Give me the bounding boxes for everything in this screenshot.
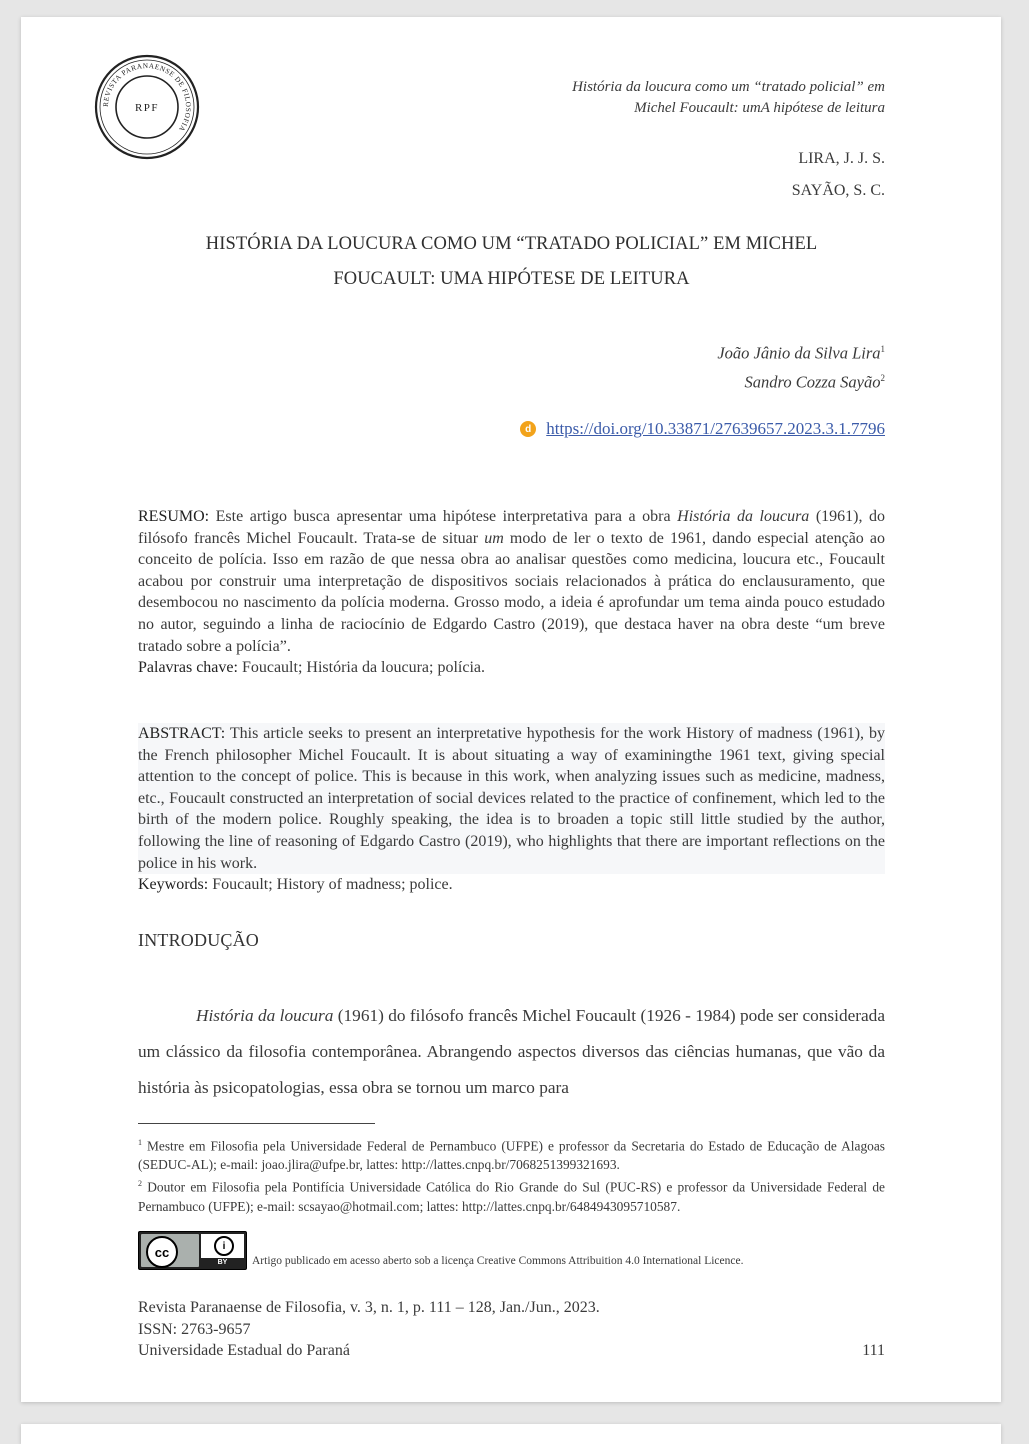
authors-short [792,143,885,207]
page-number: 111 [862,1342,885,1360]
footnote-number: 1 [138,1138,142,1147]
cc-badge-right [201,1234,244,1258]
cc-icon: cc [146,1236,178,1268]
title-line-1: HISTÓRIA DA LOUCURA COMO UM “TRATADO POLICIAL” EM MICHEL [205,234,818,254]
footnote-divider [138,1123,375,1124]
doi-icon: d [520,421,536,437]
abstract-keywords [138,874,885,896]
keywords-text: Foucault; History of madness; police. [208,876,453,894]
footnote-ref[interactable]: 1 [880,344,885,354]
footnotes [138,1133,885,1216]
section-title: INTRODUÇÃO [138,930,259,950]
footnote-text: Doutor em Filosofia pela Pontifícia Universidade Católica do Rio Grande do Sul (PUC-RS) e professor da Universidade Federal de Pernambuco (UFPE); e-mail: scsayao@hotmail.com; lattes: http://lattes.cnpq.br/6484943095710587. [138,1179,885,1214]
next-page-edge [21,1424,1001,1444]
footnote-ref[interactable]: 2 [880,372,885,383]
page-footer [138,1297,885,1362]
keywords-label: Palavras chave: [138,659,238,677]
author-2 [717,366,885,395]
footer-university: Universidade Estadual do Paraná [138,1342,350,1360]
footnote-1 [138,1133,885,1174]
body-italic: História da loucura [196,1006,334,1025]
by-label: BY [217,1259,228,1266]
resumo-keywords [138,657,885,679]
resumo-text: modo de ler o texto de 1961, dando especial atenção ao conceito de polícia. Isso em razão de que nessa obra ao analisar questões como medicina, loucura etc., Foucault acabou por construir uma interpretação de dispositivos sociais relacionados à prática do enclausuramento, que desembocou no nascimento da polícia moderna. Grosso modo, a ideia é aprofundar um tema ainda pouco estudado no autor, seguindo a linha de raciocínio de Edgardo Castro (2019), que destaca haver na obra deste “um breve tratado sobre a polícia”. [138,529,885,655]
footnote-2 [138,1174,885,1215]
article-title [138,227,885,297]
resumo-text: Este artigo busca apresentar uma hipótese interpretativa para a obra [209,508,678,525]
title-line-2: FOUCAULT: UMA HIPÓTESE DE LEITURA [333,269,690,289]
resumo-italic: um [484,529,504,547]
body-paragraph [138,998,885,1106]
seal-ring-text: REVISTA PARANAENSE DE FILOSOFIA [101,61,193,134]
resumo-italic: História da loucura [677,508,810,525]
body-text [138,998,885,1106]
doi-row [520,419,885,439]
abstract-block [138,723,885,896]
resumo-block [138,506,885,679]
seal-initials: RPF [134,102,160,114]
doi-link[interactable]: https://doi.org/10.33871/27639657.2023.3.1.7796 [546,419,885,438]
author-name: Sandro Cozza Sayão [744,372,881,391]
author-1 [717,337,885,366]
byline [717,337,885,394]
resumo-paragraph [138,506,885,657]
abstract-label: ABSTRACT: [138,725,226,742]
author-name: João Jânio da Silva Lira [717,343,881,363]
body-text-run: (1961) do filósofo francês Michel Foucault (1926 - 1984) pode ser considerada um clássico da filosofia contemporânea. Abrangendo aspectos diversos das ciências humanas, que vão da história às psicopatologias, essa obra se tornou um marco para [138,1006,885,1097]
abstract-text: This article seeks to present an interpretative hypothesis for the work History of madness (1961), by the French philosopher Michel Foucault. It is about situating a way of examiningthe 1961 text, giving special attention to the concept of police. This is because in this work, when analyzing issues such as medicine, madness, etc., Foucault constructed an interpretation of social devices related to the practice of confinement, which led to the birth of the modern police. Roughly speaking, the idea is to broaden a topic still little studied by the author, following the line of reasoning of Edgardo Castro (2019), who highlights that there are important reflections on the police in his work. [138,725,885,872]
resumo-label: RESUMO: [138,508,210,525]
cc-badge-left [141,1234,199,1267]
cc-by-badge[interactable] [138,1231,247,1270]
keywords-label: Keywords: [138,876,209,894]
footnote-number: 2 [138,1179,142,1189]
running-head-line-1: História da loucura como um “tratado policial” em [572,79,885,95]
attribution-icon: i [214,1236,234,1256]
footnote-text: Mestre em Filosofia pela Universidade Federal de Pernambuco (UFPE) e professor da Secretaria do Estado de Educação de Alagoas (SEDUC-AL); e-mail: joao.jlira@ufpe.br, lattes: http://lattes.cnpq.br/7068251399321693. [138,1138,885,1173]
document-page [21,17,1001,1402]
resumo-text: (1961), do filósofo francês Michel Foucault. Trata-se de situar [138,508,886,547]
license-row [138,1231,743,1270]
license-text: Artigo publicado em acesso aberto sob a licença Creative Commons Attribuition 4.0 International Licence. [252,1255,744,1267]
abstract-paragraph [138,723,885,874]
running-head-line-2: Michel Foucault: umA hipótese de leitura [634,100,885,116]
journal-seal-logo [94,54,200,160]
running-head [572,77,885,119]
author-short-1: LIRA, J. J. S. [798,150,885,167]
author-short-2: SAYÃO, S. C. [791,182,885,199]
keywords-text: Foucault; História da loucura; polícia. [237,659,485,677]
footer-journal: Revista Paranaense de Filosofia, v. 3, n. 1, p. 111 – 128, Jan./Jun., 2023. [138,1299,600,1316]
footer-issn: ISSN: 2763-9657 [138,1320,251,1338]
